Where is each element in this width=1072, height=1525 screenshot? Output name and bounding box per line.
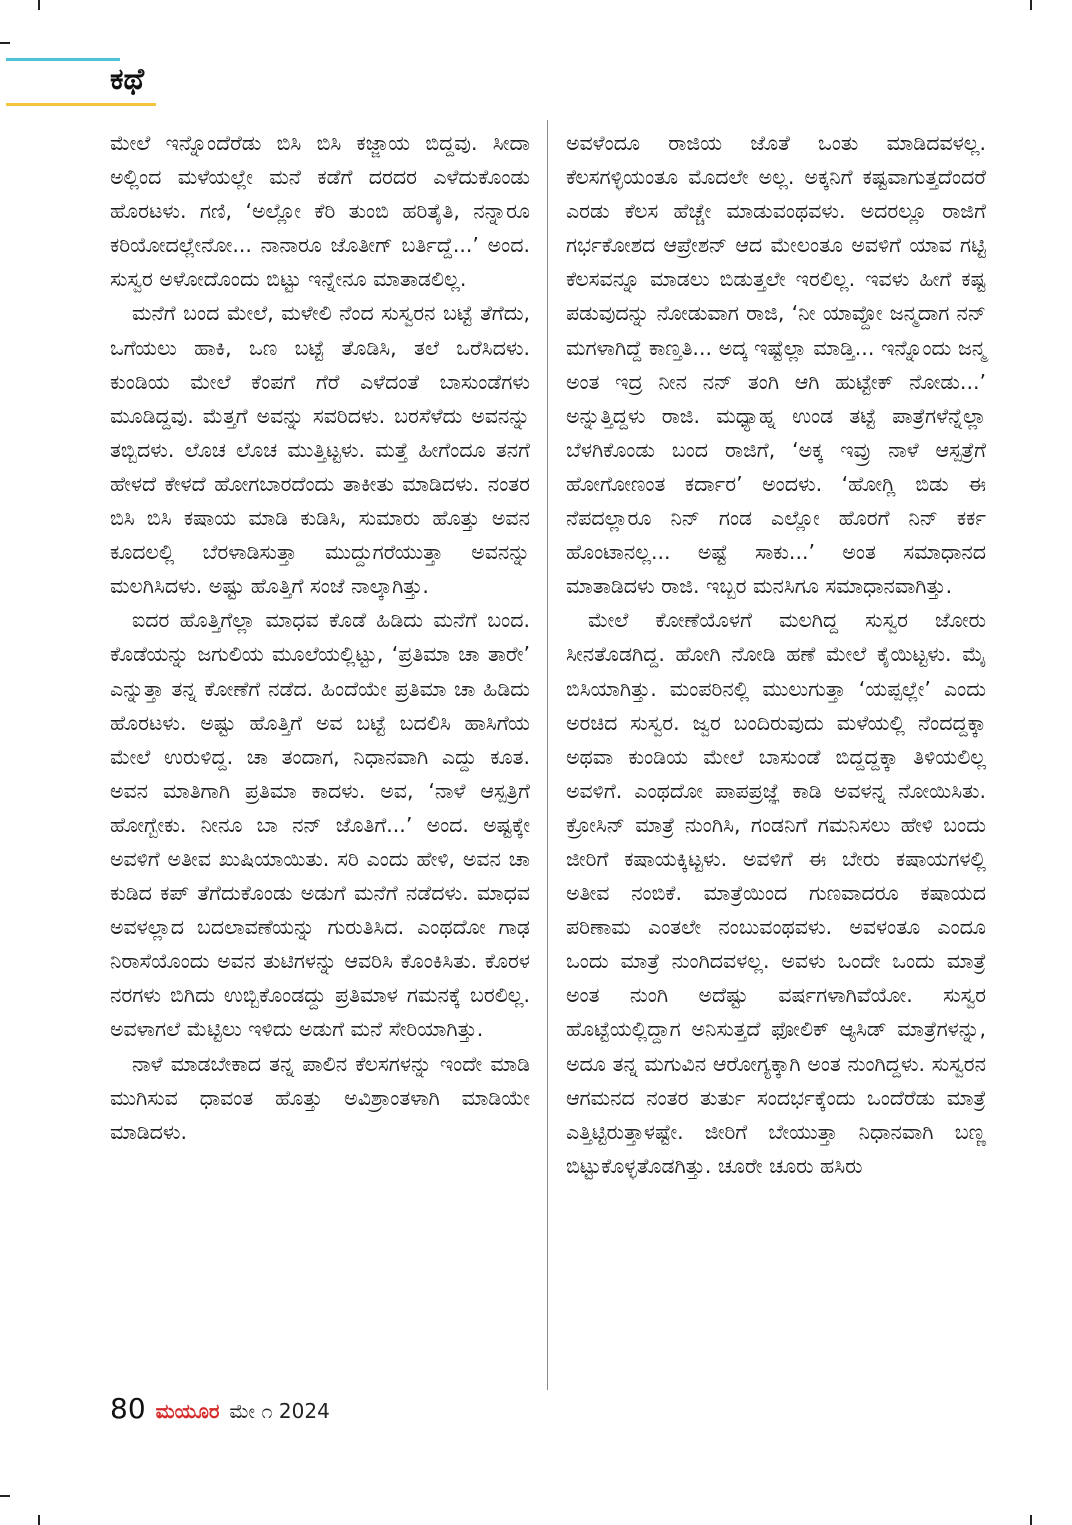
- crop-mark: [1030, 1515, 1032, 1525]
- crop-mark: [1030, 0, 1032, 10]
- paragraph: ಐದರ ಹೊತ್ತಿಗೆಲ್ಲಾ ಮಾಧವ ಕೊಡೆ ಹಿಡಿದು ಮನೆಗೆ ಬಂದ. ಕೊಡೆಯನ್ನು ಜಗುಲಿಯ ಮೂಲೆಯಲ್ಲಿಟ್ಟು, ‘ಪ್ರತಿಮಾ ಚಾ ತಾರೇ’ ಎನ್ನುತ್ತಾ ತನ್ನ ಕೋಣೆಗೆ ನಡೆದ. ಹಿಂದೆಯೇ ಪ್ರತಿಮಾ ಚಾ ಹಿಡಿದು ಹೊರಟಳು. ಅಷ್ಟು ಹೊತ್ತಿಗೆ ಅವ ಬಟ್ಟೆ ಬದಲಿಸಿ ಹಾಸಿಗೆಯ ಮೇಲೆ ಉರುಳಿದ್ದ. ಚಾ ತಂದಾಗ, ನಿಧಾನವಾಗಿ ಎದ್ದು ಕೂತ. ಅವನ ಮಾತಿಗಾಗಿ ಪ್ರತಿಮಾ ಕಾದಳು. ಅವ, ‘ನಾಳೆ ಆಸ್ಪತ್ರಿಗೆ ಹೋಗ್ಬೇಕು. ನೀನೂ ಬಾ ನನ್ ಜೊತಿಗೆ...’ ಅಂದ. ಅಷ್ಟಕ್ಕೇ ಅವಳಿಗೆ ಅತೀವ ಖುಷಿಯಾಯಿತು. ಸರಿ ಎಂದು ಹೇಳಿ, ಅವನ ಚಾ ಕುಡಿದ ಕಪ್ ತೆಗೆದುಕೊಂಡು ಅಡುಗೆ ಮನೆಗೆ ನಡೆದಳು. ಮಾಧವ ಅವಳಲ್ಲಾದ ಬದಲಾವಣೆಯನ್ನು ಗುರುತಿಸಿದ. ಎಂಥದೋ ಗಾಢ ನಿರಾಸೆಯೊಂದು ಅವನ ತುಟಿಗಳನ್ನು ಆವರಿಸಿ ಕೊಂಕಿಸಿತು. ಕೊರಳ ನರಗಳು ಬಿಗಿದು ಉಬ್ಬಿಕೊಂಡದ್ದು ಪ್ರತಿಮಾಳ ಗಮನಕ್ಕೆ ಬರಲಿಲ್ಲ. ಅವಳಾಗಲೆ ಮೆಟ್ಟಿಲು ಇಳಿದು ಅಡುಗೆ ಮನೆ ಸೇರಿಯಾಗಿತ್ತು.: [110, 608, 530, 1042]
- crop-mark: [38, 0, 40, 10]
- text-column-right: [566, 126, 986, 1183]
- crop-mark: [0, 42, 10, 44]
- paragraph: ಮೇಲೆ ಇನ್ನೊಂದೆರೆಡು ಬಿಸಿ ಬಿಸಿ ಕಜ್ಜಾಯ ಬಿದ್ದವು. ಸೀದಾ ಅಲ್ಲಿಂದ ಮಳೆಯಲ್ಲೇ ಮನೆ ಕಡೆಗೆ ದರದರ ಎಳೆದುಕೊಂಡು ಹೊರಟಳು. ಗಣಿ, ‘ಅಲ್ಲೋ ಕೆರಿ ತುಂಬಿ ಹರಿತೈತಿ, ನನ್ನಾರೂ ಕರಿಯೋದಲ್ಲೇನೋ... ನಾನಾರೂ ಜೊತೀಗ್ ಬರ್ತಿದ್ದೆ...’ ಅಂದ. ಸುಸ್ವರ ಅಳೋದೊಂದು ಬಿಟ್ಟು ಇನ್ನೇನೂ ಮಾತಾಡಲಿಲ್ಲ.: [110, 131, 530, 292]
- text-column-left: [110, 126, 530, 1149]
- magazine-logo: ಮಯೂರ: [155, 1399, 220, 1423]
- paragraph: ಅವಳೆಂದೂ ರಾಜಿಯ ಜೊತೆ ಒಂತು ಮಾಡಿದವಳಲ್ಲ. ಕೆಲಸಗಳ್ಳಿಯಂತೂ ಮೊದಲೇ ಅಲ್ಲ. ಅಕ್ಕನಿಗೆ ಕಷ್ಟವಾಗುತ್ತದೆಂದರೆ ಎರಡು ಕೆಲಸ ಹೆಚ್ಚೇ ಮಾಡುವಂಥವಳು. ಅದರಲ್ಲೂ ರಾಜಿಗೆ ಗರ್ಭಕೋಶದ ಆಪ್ರೇಶನ್ ಆದ ಮೇಲಂತೂ ಅವಳಿಗೆ ಯಾವ ಗಟ್ಟಿ ಕೆಲಸವನ್ನೂ ಮಾಡಲು ಬಿಡುತ್ತಲೇ ಇರಲಿಲ್ಲ. ಇವಳು ಹೀಗೆ ಕಷ್ಟ ಪಡುವುದನ್ನು ನೋಡುವಾಗ ರಾಜಿ, ‘ನೀ ಯಾವ್ದೋ ಜನ್ಮದಾಗ ನನ್ ಮಗಳಾಗಿದ್ದೆ ಕಾಣ್ತತಿ... ಅದ್ಕ ಇಷ್ಟೆಲ್ಲಾ ಮಾಡ್ತಿ... ಇನ್ನೊಂದು ಜನ್ಮ ಅಂತ ಇದ್ರ ನೀನ ನನ್ ತಂಗಿ ಆಗಿ ಹುಟ್ಟೇಕ್ ನೋಡು...’ ಅನ್ನುತ್ತಿದ್ದಳು ರಾಜಿ. ಮಧ್ಯಾಹ್ನ ಉಂಡ ತಟ್ಟೆ ಪಾತ್ರೆಗಳೆನ್ನೆಲ್ಲಾ ಬೆಳಗಿಕೊಂಡು ಬಂದ ರಾಜಿಗೆ, ‘ಅಕ್ಕ ಇವ್ರು ನಾಳೆ ಆಸ್ಪತ್ರೆಗೆ ಹೋಗೋಣಂತ ಕರ್ದಾರ’ ಅಂದಳು. ‘ಹೋಗ್ಲಿ ಬಿಡು ಈ ನೆಪದಲ್ಲಾರೂ ನಿನ್ ಗಂಡ ಎಲ್ಲೋ ಹೊರಗೆ ನಿನ್ ಕರ್ಕ ಹೊಂಟಾನಲ್ಲ... ಅಷ್ಟೆ ಸಾಕು...’ ಅಂತ ಸಮಾಧಾನದ ಮಾತಾಡಿದಳು ರಾಜಿ. ಇಬ್ಬರ ಮನಸಿಗೂ ಸಮಾಧಾನವಾಗಿತ್ತು.: [566, 131, 986, 599]
- section-accent-bar: [6, 58, 120, 61]
- section-title: ಕಥೆ: [110, 62, 145, 97]
- page-number: 80: [110, 1392, 146, 1425]
- issue-date: ಮೇ ೧ 2024: [229, 1399, 330, 1423]
- paragraph: ಮೇಲೆ ಕೋಣೆಯೊಳಗೆ ಮಲಗಿದ್ದ ಸುಸ್ವರ ಜೋರು ಸೀನತೊಡಗಿದ್ದ. ಹೋಗಿ ನೋಡಿ ಹಣೆ ಮೇಲೆ ಕೈಯಿಟ್ಟಳು. ಮೈ ಬಿಸಿಯಾಗಿತ್ತು. ಮಂಪರಿನಲ್ಲಿ ಮುಲುಗುತ್ತಾ ‘ಯಪ್ಪಲ್ಲೇ’ ಎಂದು ಅರಚಿದ ಸುಸ್ವರ. ಜ್ವರ ಬಂದಿರುವುದು ಮಳೆಯಲ್ಲಿ ನೆಂದದ್ದಕ್ಕಾ ಅಥವಾ ಕುಂಡಿಯ ಮೇಲೆ ಬಾಸುಂಡೆ ಬಿದ್ದದ್ದಕ್ಕಾ ತಿಳಿಯಲಿಲ್ಲ ಅವಳಿಗೆ. ಎಂಥದೋ ಪಾಪಪ್ರಜ್ಞೆ ಕಾಡಿ ಅವಳನ್ನ ನೋಯಿಸಿತು. ಕ್ರೋಸಿನ್ ಮಾತ್ರೆ ನುಂಗಿಸಿ, ಗಂಡನಿಗೆ ಗಮನಿಸಲು ಹೇಳಿ ಬಂದು ಜೀರಿಗೆ ಕಷಾಯಕ್ಕಿಟ್ಟಳು. ಅವಳಿಗೆ ಈ ಬೇರು ಕಷಾಯಗಳಲ್ಲಿ ಅತೀವ ನಂಬಿಕೆ. ಮಾತ್ರೆಯಿಂದ ಗುಣವಾದರೂ ಕಷಾಯದ ಪರಿಣಾಮ ಎಂತಲೇ ನಂಬುವಂಥವಳು. ಅವಳಂತೂ ಎಂದೂ ಒಂದು ಮಾತ್ರೆ ನುಂಗಿದವಳಲ್ಲ. ಅವಳು ಒಂದೇ ಒಂದು ಮಾತ್ರೆ ಅಂತ ನುಂಗಿ ಅದೆಷ್ಟು ವರ್ಷಗಳಾಗಿವೆಯೋ. ಸುಸ್ವರ ಹೊಟ್ಟೆಯಲ್ಲಿದ್ದಾಗ ಅನಿಸುತ್ತದೆ ಫೋಲಿಕ್ ಆ್ಯಸಿಡ್ ಮಾತ್ರೆಗಳನ್ನು, ಅದೂ ತನ್ನ ಮಗುವಿನ ಆರೋಗ್ಯಕ್ಕಾಗಿ ಅಂತ ನುಂಗಿದ್ದಳು. ಸುಸ್ವರನ ಆಗಮನದ ನಂತರ ತುರ್ತು ಸಂದರ್ಭಕ್ಕೆಂದು ಒಂದೆರೆಡು ಮಾತ್ರೆ ಎತ್ತಿಟ್ಟಿರುತ್ತಾಳಷ್ಟೇ. ಜೀರಿಗೆ ಬೇಯುತ್ತಾ ನಿಧಾನವಾಗಿ ಬಣ್ಣ ಬಿಟ್ಟುಕೊಳ್ಳತೊಡಗಿತ್ತು. ಚೂರೇ ಚೂರು ಹಸಿರು: [566, 608, 986, 1178]
- paragraph: ಮನೆಗೆ ಬಂದ ಮೇಲೆ, ಮಳೇಲಿ ನೆಂದ ಸುಸ್ವರನ ಬಟ್ಟೆ ತೆಗೆದು, ಒಗೆಯಲು ಹಾಕಿ, ಒಣ ಬಟ್ಟೆ ತೊಡಿಸಿ, ತಲೆ ಒರೆಸಿದಳು. ಕುಂಡಿಯ ಮೇಲೆ ಕೆಂಪಗೆ ಗೆರೆ ಎಳೆದಂತೆ ಬಾಸುಂಡೆಗಳು ಮೂಡಿದ್ದವು. ಮೆತ್ತಗೆ ಅವನ್ನು ಸವರಿದಳು. ಬರಸೆಳೆದು ಅವನನ್ನು ತಬ್ಬಿದಳು. ಲೊಚ ಲೊಚ ಮುತ್ತಿಟ್ಟಳು. ಮತ್ತೆ ಹೀಗೆಂದೂ ತನಗೆ ಹೇಳದೆ ಕೇಳದೆ ಹೋಗಬಾರದೆಂದು ತಾಕೀತು ಮಾಡಿದಳು. ನಂತರ ಬಿಸಿ ಬಿಸಿ ಕಷಾಯ ಮಾಡಿ ಕುಡಿಸಿ, ಸುಮಾರು ಹೊತ್ತು ಅವನ ಕೂದಲಲ್ಲಿ ಬೆರಳಾಡಿಸುತ್ತಾ ಮುದ್ದುಗರೆಯುತ್ತಾ ಅವನನ್ನು ಮಲಗಿಸಿದಳು. ಅಷ್ಟು ಹೊತ್ತಿಗೆ ಸಂಜೆ ನಾಲ್ಕಾಗಿತ್ತು.: [110, 301, 530, 599]
- crop-mark: [0, 1495, 10, 1497]
- page-footer: [110, 1392, 330, 1432]
- paragraph: ನಾಳೆ ಮಾಡಬೇಕಾದ ತನ್ನ ಪಾಲಿನ ಕೆಲಸಗಳನ್ನು ಇಂದೇ ಮಾಡಿ ಮುಗಿಸುವ ಧಾವಂತ ಹೊತ್ತು ಅವಿಶ್ರಾಂತಳಾಗಿ ಮಾಡಿಯೇ ಮಾಡಿದಳು.: [110, 1051, 530, 1144]
- column-divider: [547, 120, 548, 1390]
- crop-mark: [38, 1515, 40, 1525]
- section-underline-bar: [6, 103, 156, 106]
